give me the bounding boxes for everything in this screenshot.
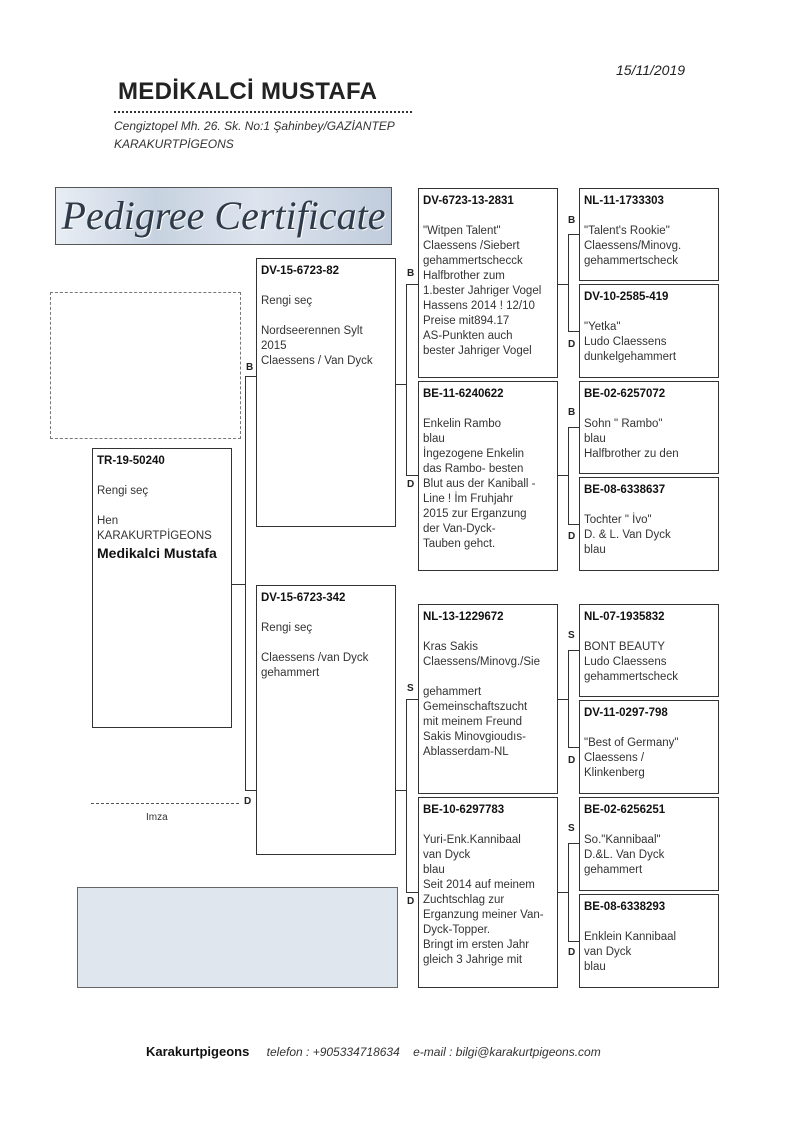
great-grandparent-notes: "Talent's Rookie" Claessens/Minovg. gehammertscheck xyxy=(584,225,682,267)
connector-line xyxy=(568,843,579,844)
grandparent-ring: DV-6723-13-2831 xyxy=(423,195,514,207)
notes-box xyxy=(77,887,398,988)
dam-color: Rengi seç xyxy=(261,622,313,634)
great-grandparent-card xyxy=(579,381,719,474)
footer xyxy=(146,1044,611,1059)
footer-name: Karakurtpigeons xyxy=(146,1044,250,1059)
certificate-date: 15/11/2019 xyxy=(616,62,686,78)
sex-tag: B xyxy=(568,407,576,418)
connector-line xyxy=(568,234,569,331)
great-grandparent-notes: "Best of Germany" Claessens / Klinkenberg xyxy=(584,737,679,779)
subject-sex-loft: Hen KARAKURTPİGEONS xyxy=(97,515,212,542)
great-grandparent-ring: BE-08-6338293 xyxy=(584,901,666,913)
connector-line xyxy=(568,650,569,747)
connector-line xyxy=(245,376,246,791)
grandparent-card xyxy=(418,797,558,988)
sex-tag: D xyxy=(244,796,252,807)
dam-notes: Claessens /van Dyck gehammert xyxy=(261,652,369,679)
sex-tag: D xyxy=(407,896,415,907)
pedigree-banner: Pedigree Certificate xyxy=(55,187,392,245)
connector-line xyxy=(396,790,406,791)
sex-tag: D xyxy=(568,531,576,542)
footer-email: e-mail : bilgi@karakurtpigeons.com xyxy=(413,1045,601,1059)
grandparent-ring: BE-11-6240622 xyxy=(423,388,504,400)
great-grandparent-card xyxy=(579,797,719,891)
connector-line xyxy=(406,284,407,475)
signature-line xyxy=(91,803,239,804)
connector-line xyxy=(568,234,579,235)
owner-address: Cengiztopel Mh. 26. Sk. No:1 Şahinbey/GAZİANTEP xyxy=(114,119,395,133)
grandparent-card xyxy=(418,381,558,571)
great-grandparent-card xyxy=(579,894,719,988)
dam-card xyxy=(256,585,396,855)
subject-color: Rengi seç xyxy=(97,485,149,497)
sex-tag: D xyxy=(568,755,576,766)
grandparent-notes: Yuri-Enk.Kannibaal van Dyck blau Seit 2014 auf meinem Zuchtschlag zur Erganzung meiner Van- Dyck-Topper. Bringt im ersten Jahr gleich 3 Jahrige mit xyxy=(423,834,544,966)
subject-ring: TR-19-50240 xyxy=(97,455,165,467)
great-grandparent-ring: DV-11-0297-798 xyxy=(584,707,668,719)
subject-card xyxy=(92,448,232,728)
signature-label: Imza xyxy=(146,812,168,823)
footer-phone: telefon : +905334718634 xyxy=(266,1045,400,1059)
connector-line xyxy=(406,475,418,476)
subject-owner: Medikalci Mustafa xyxy=(97,545,217,561)
connector-line xyxy=(406,699,407,892)
photo-placeholder xyxy=(50,292,241,439)
great-grandparent-notes: Tochter " İvo" D. & L. Van Dyck blau xyxy=(584,514,671,556)
connector-line xyxy=(232,584,245,585)
great-grandparent-notes: So."Kannibaal" D.&L. Van Dyck gehammert xyxy=(584,834,665,876)
great-grandparent-card xyxy=(579,477,719,571)
grandparent-ring: BE-10-6297783 xyxy=(423,804,505,816)
connector-line xyxy=(406,892,418,893)
grandparent-card xyxy=(418,188,558,378)
connector-line xyxy=(568,650,579,651)
sex-tag: S xyxy=(568,823,575,834)
connector-line xyxy=(406,284,418,285)
great-grandparent-ring: NL-11-1733303 xyxy=(584,195,664,207)
connector-line xyxy=(568,427,569,524)
connector-line xyxy=(245,790,256,791)
great-grandparent-card xyxy=(579,700,719,794)
connector-line xyxy=(568,747,579,748)
connector-line xyxy=(558,699,568,700)
grandparent-card xyxy=(418,604,558,794)
great-grandparent-notes: Sohn " Rambo" blau Halfbrother zu den xyxy=(584,418,679,460)
great-grandparent-notes: "Yetka" Ludo Claessens dunkelgehammert xyxy=(584,321,677,363)
connector-line xyxy=(558,475,568,476)
sire-color: Rengi seç xyxy=(261,295,313,307)
sire-card xyxy=(256,258,396,527)
owner-name: MEDİKALCİ MUSTAFA xyxy=(118,78,378,105)
sex-tag: D xyxy=(568,339,576,350)
great-grandparent-ring: BE-02-6256251 xyxy=(584,804,666,816)
sire-ring: DV-15-6723-82 xyxy=(261,265,339,277)
grandparent-notes: "Witpen Talent" Claessens /Siebert gehammertschecck Halfbrother zum 1.bester Jahriger Vogel Hassens 2014 ! 12/10 Preise mit894.17 AS-Punkten auch bester Jahriger Vogel xyxy=(423,225,542,357)
connector-line xyxy=(558,892,568,893)
connector-line xyxy=(558,284,568,285)
grandparent-ring: NL-13-1229672 xyxy=(423,611,504,623)
sex-tag: S xyxy=(568,630,575,641)
sex-tag: B xyxy=(407,268,415,279)
connector-line xyxy=(568,331,579,332)
grandparent-notes: Kras Sakis Claessens/Minovg./Sie gehammert Gemeinschaftszucht mit meinem Freund Sakis Minovgioudıs- Ablasserdam-NL xyxy=(423,641,540,758)
connector-line xyxy=(396,384,406,385)
connector-line xyxy=(406,699,418,700)
connector-line xyxy=(568,843,569,941)
sex-tag: S xyxy=(407,683,414,694)
sire-notes: Nordseerennen Sylt 2015 Claessens / Van Dyck xyxy=(261,325,373,367)
owner-underline xyxy=(114,111,412,113)
dam-ring: DV-15-6723-342 xyxy=(261,592,346,604)
great-grandparent-ring: BE-08-6338637 xyxy=(584,484,666,496)
great-grandparent-ring: BE-02-6257072 xyxy=(584,388,666,400)
great-grandparent-ring: NL-07-1935832 xyxy=(584,611,665,623)
great-grandparent-notes: BONT BEAUTY Ludo Claessens gehammertscheck xyxy=(584,641,678,683)
loft-name: KARAKURTPİGEONS xyxy=(114,137,234,151)
connector-line xyxy=(568,941,579,942)
sex-tag: B xyxy=(568,215,576,226)
great-grandparent-card xyxy=(579,188,719,281)
connector-line xyxy=(245,376,256,377)
connector-line xyxy=(568,427,579,428)
sex-tag: D xyxy=(407,479,415,490)
sex-tag: D xyxy=(568,947,576,958)
connector-line xyxy=(568,524,579,525)
grandparent-notes: Enkelin Rambo blau İngezogene Enkelin das Rambo- besten Blut aus der Kaniball - Line ! İm Fruhjahr 2015 zur Erganzung der Van-Dyck- Tauben gehct. xyxy=(423,418,536,550)
great-grandparent-ring: DV-10-2585-419 xyxy=(584,291,669,303)
great-grandparent-card xyxy=(579,284,719,378)
sex-tag: B xyxy=(246,362,254,373)
great-grandparent-card xyxy=(579,604,719,697)
great-grandparent-notes: Enklein Kannibaal van Dyck blau xyxy=(584,931,677,973)
